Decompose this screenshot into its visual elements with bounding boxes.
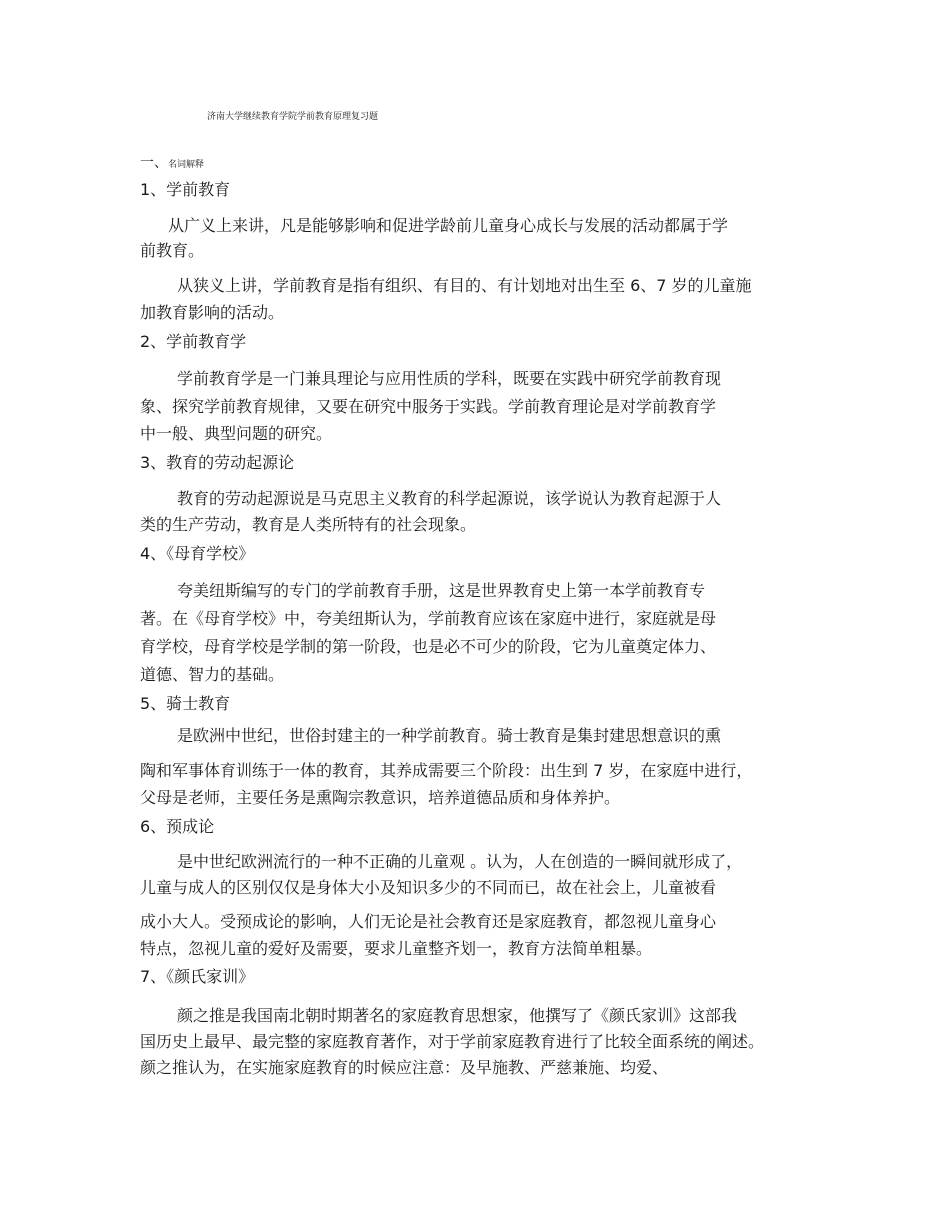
paragraph-line: 前教育。 (140, 241, 205, 260)
paragraph-line: 著。在《母育学校》中，夸美纽斯认为，学前教育应该在家庭中进行，家庭就是母 (140, 609, 717, 628)
term-heading-3: 3、教育的劳动起源论 (140, 453, 295, 472)
term-heading-1: 1、学前教育 (140, 180, 231, 199)
paragraph-line: 颜之推认为，在实施家庭教育的时候应注意：及早施教、严慈兼施、均爱、 (140, 1058, 669, 1077)
paragraph-line: 陶和军事体育训练于一体的教育，其养成需要三个阶段：出生到 7 岁，在家庭中进行， (140, 761, 753, 780)
paragraph-line: 加教育影响的活动。 (140, 303, 285, 322)
term-heading-4: 4、《母育学校》 (140, 544, 255, 563)
paragraph-line: 中一般、典型问题的研究。 (140, 424, 333, 443)
paragraph-line: 是中世纪欧洲流行的一种不正确的儿童观 。认为，人在创造的一瞬间就形成了， (177, 852, 743, 871)
section-title: 名词解释 (168, 160, 205, 170)
section-prefix: 一、 (140, 155, 168, 171)
term-heading-2: 2、学前教育学 (140, 332, 247, 351)
paragraph-line: 特点，忽视儿童的爱好及需要，要求儿童整齐划一，教育方法简单粗暴。 (140, 939, 653, 958)
paragraph-line: 颜之推是我国南北朝时期著名的家庭教育思想家，他撰写了《颜氏家训》这部我 (177, 1006, 738, 1025)
paragraph-line: 从狭义上讲，学前教育是指有组织、有目的、有计划地对出生至 6、7 岁的儿童施 (177, 276, 752, 295)
paragraph-line: 成小大人。受预成论的影响，人们无论是社会教育还是家庭教育，都忽视儿童身心 (140, 912, 717, 931)
paragraph-line: 类的生产劳动，教育是人类所特有的社会现象。 (140, 515, 477, 534)
paragraph-line: 儿童与成人的区别仅仅是身体大小及知识多少的不同而已，故在社会上，儿童被看 (140, 878, 717, 897)
paragraph-line: 学前教育学是一门兼具理论与应用性质的学科，既要在实践中研究学前教育现 (177, 369, 722, 388)
paragraph-line: 是欧洲中世纪，世俗封建主的一种学前教育。骑士教育是集封建思想意识的熏 (177, 726, 722, 745)
paragraph-line: 育学校，母育学校是学制的第一阶段，也是必不可少的阶段，它为儿童奠定体力、 (140, 637, 717, 656)
paragraph-line: 象、探究学前教育规律，又要在研究中服务于实践。学前教育理论是对学前教育学 (140, 397, 717, 416)
term-heading-5: 5、骑士教育 (140, 694, 231, 713)
paragraph-line: 父母是老师，主要任务是熏陶宗教意识，培养道德品质和身体养护。 (140, 788, 621, 807)
document-title: 济南大学继续教育学院学前教育原理复习题 (207, 112, 379, 122)
term-heading-6: 6、预成论 (140, 817, 215, 836)
paragraph-line: 教育的劳动起源说是马克思主义教育的科学起源说，该学说认为教育起源于人 (177, 489, 722, 508)
paragraph-line: 道德、智力的基础。 (140, 665, 285, 684)
paragraph-line: 夸美纽斯编写的专门的学前教育手册，这是世界教育史上第一本学前教育专 (177, 581, 706, 600)
paragraph-line: 从广义上来讲，凡是能够影响和促进学龄前儿童身心成长与发展的活动都属于学 (168, 216, 729, 235)
section-heading (140, 152, 204, 173)
term-heading-7: 7、《颜氏家训》 (140, 967, 255, 986)
paragraph-line: 国历史上最早、最完整的家庭教育著作，对于学前家庭教育进行了比较全面系统的阐述。 (140, 1032, 765, 1051)
